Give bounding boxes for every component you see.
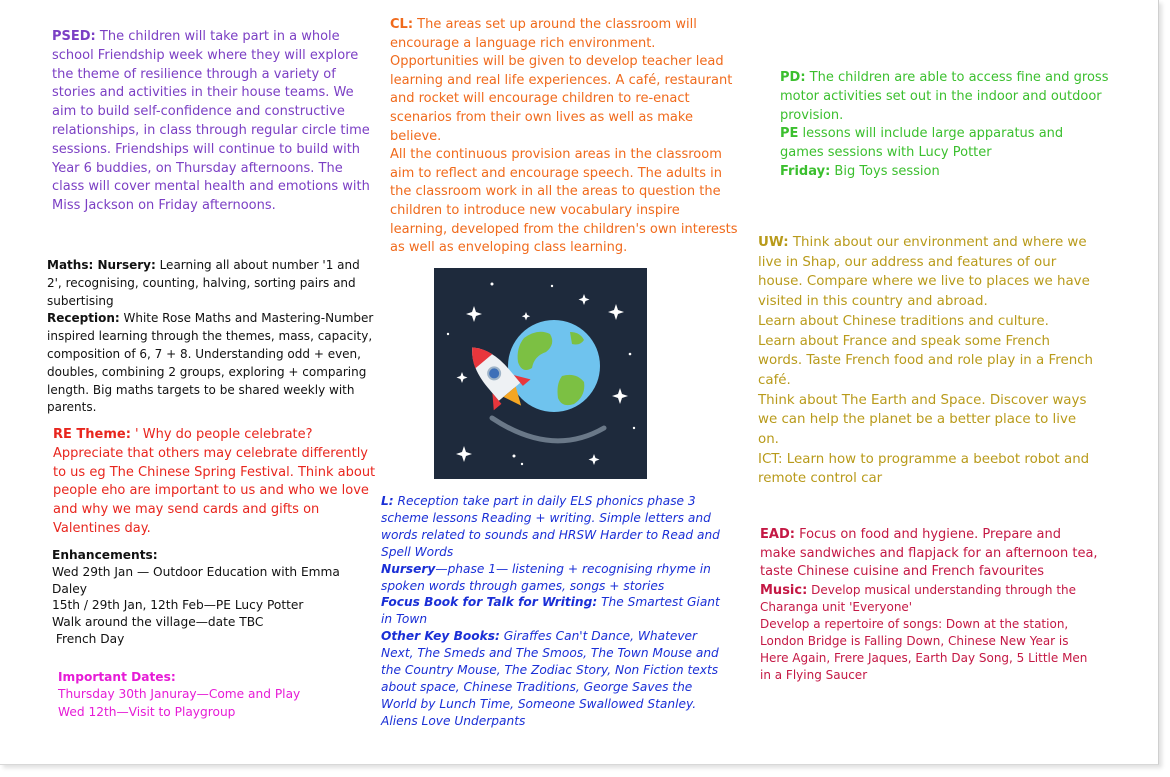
re-heading: RE Theme: <box>53 427 131 442</box>
cl-section <box>390 16 740 258</box>
focus-book-heading: Focus Book for Talk for Writing: <box>381 595 598 610</box>
cl-text-2: All the continuous provision areas in the classroom aim to reflect and encourage speech. The adults in the classroom work in all the areas to question the children to introduce new vocabulary inspire learning, developed from the children's own interests as well as enveloping class learning. <box>390 147 738 256</box>
literacy-text: Reception take part in daily ELS phonics phase 3 scheme lessons Reading + writing. Simple letters and words related to sounds and HRSW Harder to Read and Spell Words <box>381 494 720 559</box>
ead-text: Focus on food and hygiene. Prepare and make sandwiches and flapjack for an afternoon tea, taste Chinese cuisine and French favourites <box>760 527 1098 580</box>
pe-text: lessons will include large apparatus and games sessions with Lucy Potter <box>780 126 1064 161</box>
maths-nursery-heading: Maths: Nursery: <box>47 258 156 272</box>
enhancement-item: French Day <box>52 631 125 646</box>
date-item: Wed 12th—Visit to Playgroup <box>58 704 236 719</box>
pe-heading: PE <box>780 126 799 142</box>
friday-text: Big Toys session <box>830 163 940 179</box>
other-books-text: Giraffes Can't Dance, Whatever Next, The Smeds and The Smoos, The Town Mouse and the Country Mouse, The Zodiac Story, Non Fiction texts about space, Chinese Traditions, George Saves the World by Lunch Time, Someone Swallowed Stanley. Aliens Love Underpants <box>381 629 719 728</box>
literacy-nursery-heading: Nursery <box>381 561 436 576</box>
uw-line-4: Think about The Earth and Space. Discover ways we can help the planet be a better place to live on. <box>758 392 1087 448</box>
music-text: Develop musical understanding through the Charanga unit 'Everyone' <box>760 582 1077 614</box>
friday-heading: Friday: <box>780 163 831 179</box>
important-dates-heading: Important Dates: <box>58 670 176 684</box>
maths-section <box>47 257 377 417</box>
focus-book-text: The Smartest Giant in Town <box>381 595 720 627</box>
other-books-heading: Other Key Books: <box>381 629 500 644</box>
maths-reception-heading: Reception: <box>47 311 120 326</box>
re-text: ' Why do people celebrate? Appreciate that others may celebrate differently to us eg The Chinese Spring Festival. Think about people eho are important to us and who we love and why we may send cards and gifts on Valentines day. <box>53 427 376 536</box>
psed-section <box>52 28 372 216</box>
literacy-heading: L: <box>381 494 394 508</box>
uw-line-5: ICT: Learn how to programme a beebot robot and remote control car <box>758 451 1090 487</box>
re-section <box>53 426 383 539</box>
uw-line-3: Learn about France and speak some French words. Taste French food and role play in a French café. <box>758 333 1094 388</box>
date-item: Thursday 30th Januray—Come and Play <box>58 687 301 702</box>
important-dates-section <box>58 669 308 721</box>
enhancements-heading: Enhancements: <box>52 548 158 562</box>
enhancement-item: Wed 29th Jan — Outdoor Education with Emma Daley <box>52 564 340 596</box>
uw-line-2: Learn about Chinese traditions and culture. <box>758 313 1049 329</box>
maths-nursery-text: Learning all about number '1 and 2', recognising, counting, halving, sorting pairs and subertising <box>47 258 360 308</box>
psed-heading: PSED: <box>52 29 96 44</box>
literacy-section <box>381 493 731 730</box>
cl-text: The areas set up around the classroom will encourage a language rich environment. Opportunities will be given to develop teacher lead learning and real life experiences. A café, restaurant and rocket will encourage children to re-enact scenarios from their own lives as well as make believe. <box>390 17 733 144</box>
maths-reception-text: White Rose Maths and Mastering-Number inspired learning through the themes, mass, capacity, composition of 6, 7 + 8. Understanding odd + even, doubles, combining 2 groups, exploring + comparing length. Big maths targets to be shared weekly with parents. <box>47 311 374 415</box>
ead-section <box>760 526 1100 684</box>
space-rocket-image <box>434 268 647 479</box>
uw-heading: UW: <box>758 235 789 250</box>
enhancement-item: 15th / 29th Jan, 12th Feb—PE Lucy Potter <box>52 598 304 613</box>
ead-heading: EAD: <box>760 527 795 542</box>
literacy-nursery-text: —phase 1— listening + recognising rhyme in spoken words through games, songs + stories <box>381 561 711 593</box>
music-heading: Music: <box>760 582 808 598</box>
pd-section <box>780 69 1110 182</box>
enhancement-item: Walk around the village—date TBC <box>52 615 264 630</box>
pd-heading: PD: <box>780 70 806 85</box>
enhancements-section <box>52 547 362 648</box>
uw-section <box>758 233 1098 489</box>
pd-text: The children are able to access fine and gross motor activities set out in the indoor and outdoor provision. <box>780 70 1109 123</box>
song-repertoire: Develop a repertoire of songs: Down at the station, London Bridge is Falling Down, Chinese New Year is Here Again, Frere Jaques, Earth Day Song, 5 Little Men in a Flying Saucer <box>760 616 1088 682</box>
psed-text: The children will take part in a whole school Friendship week where they will explore the theme of resilience through a variety of stories and activities in their house teams. We aim to build self-confidence and constructive relationships, in class through regular circle time sessions. Friendships will continue to build with Year 6 buddies, on Thursday afternoons. The class will cover mental health and emotions with Miss Jackson on Friday afternoons. <box>52 29 370 214</box>
cl-heading: CL: <box>390 17 414 32</box>
uw-text: Think about our environment and where we live in Shap, our address and features of our house. Compare where we live to places we have visited in this country and abroad. <box>758 235 1090 310</box>
